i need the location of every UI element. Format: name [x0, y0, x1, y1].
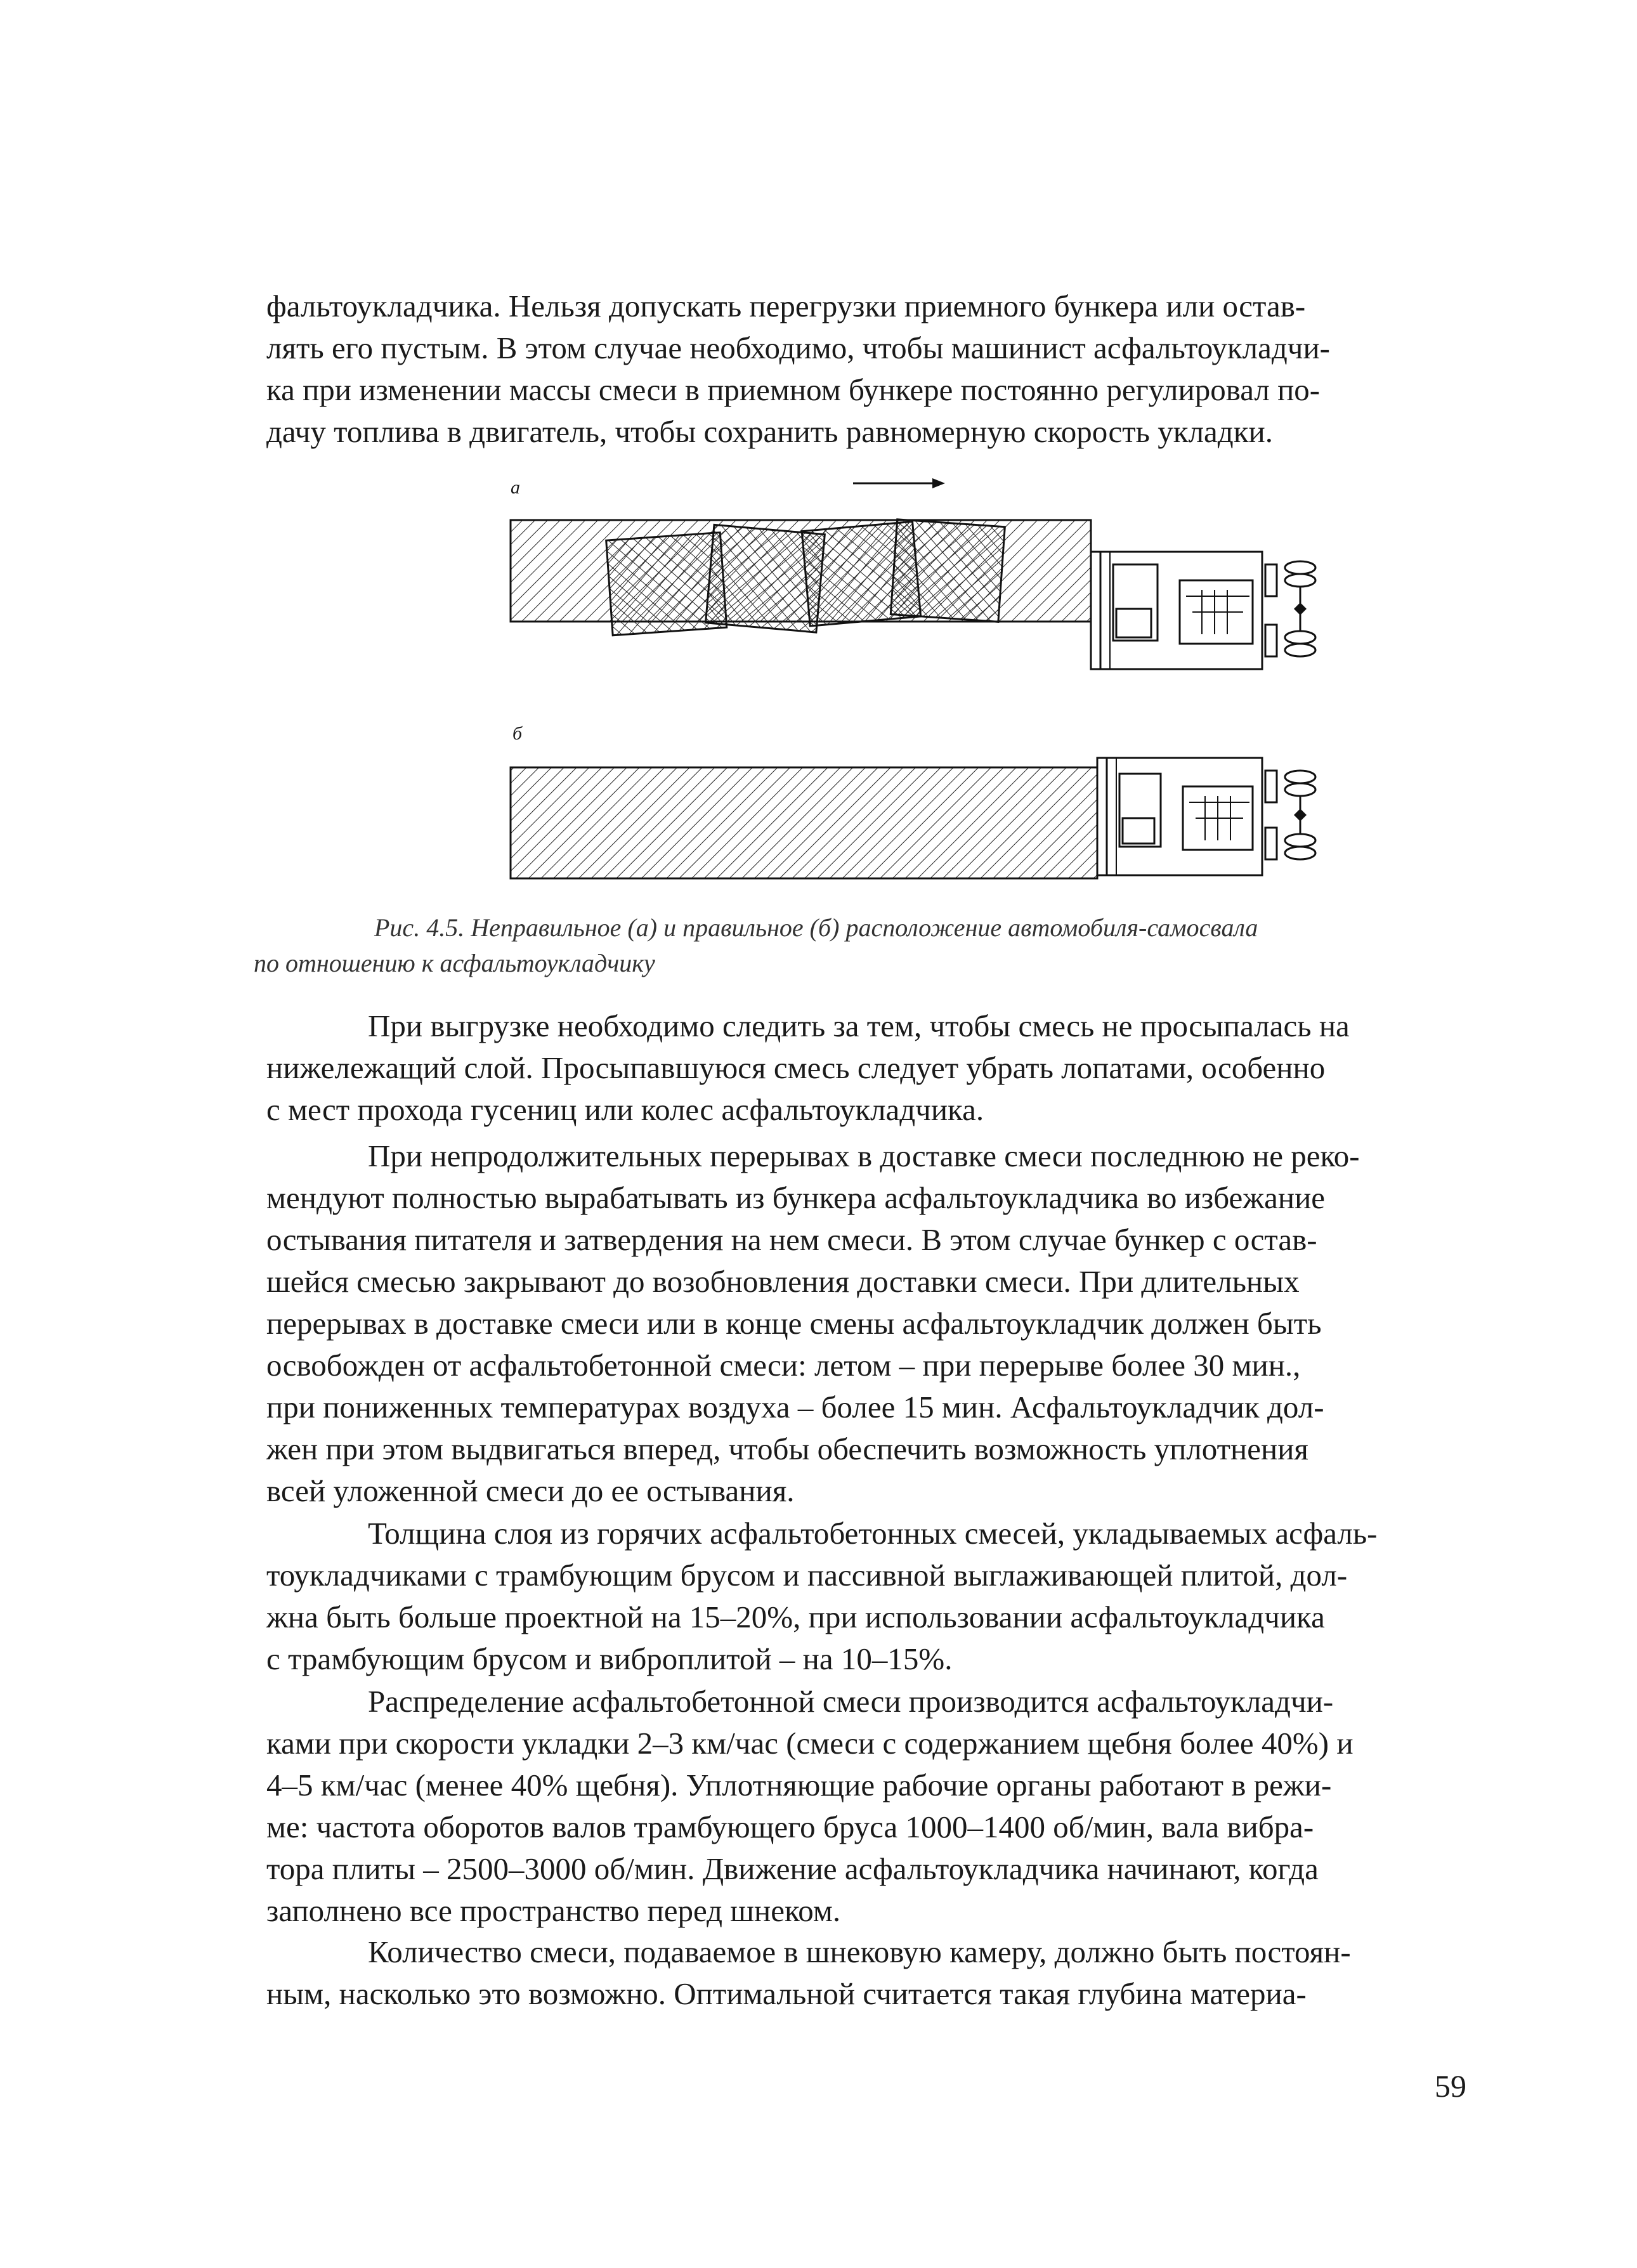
- figure-caption: [254, 910, 1497, 981]
- diagram-a-incorrect: [511, 519, 1315, 669]
- paragraph: [266, 1513, 1510, 1680]
- direction-arrow-icon: [853, 478, 945, 488]
- paragraph: [266, 1005, 1510, 1131]
- text-line: жен при этом выдвигаться вперед, чтобы обеспечить возможность уплотнения: [266, 1431, 1308, 1466]
- figure-label-a: а: [511, 477, 520, 498]
- text-line: дачу топлива в двигатель, чтобы сохранить равномерную скорость укладки.: [266, 414, 1273, 449]
- text-line: тора плиты – 2500–3000 об/мин. Движение асфальтоукладчика начинают, когда: [266, 1851, 1319, 1886]
- text-line: жна быть больше проектной на 15–20%, при использовании асфальтоукладчика: [266, 1600, 1325, 1634]
- page-number: 59: [1435, 2068, 1466, 2104]
- text-line: нижележащий слой. Просыпавшуюся смесь следует убрать лопатами, особенно: [266, 1050, 1326, 1085]
- text-line: с мест прохода гусениц или колес асфальтоукладчика.: [266, 1092, 984, 1127]
- figure-label-b: б: [512, 723, 523, 744]
- text-line: перерывах в доставке смеси или в конце смены асфальтоукладчик должен быть: [266, 1306, 1322, 1341]
- text-line: всей уложенной смеси до ее остывания.: [266, 1473, 795, 1508]
- text-line: остывания питателя и затвердения на нем смеси. В этом случае бункер с остав-: [266, 1222, 1317, 1257]
- paragraph: [266, 1931, 1510, 2015]
- text-line: тоукладчиками с трамбующим брусом и пассивной выглаживающей плитой, дол-: [266, 1558, 1348, 1593]
- text-line: Количество смеси, подаваемое в шнековую камеру, должно быть постоян-: [368, 1934, 1351, 1969]
- text-line: ка при изменении массы смеси в приемном бункере постоянно регулировал по-: [266, 372, 1321, 407]
- caption-line: Рис. 4.5. Неправильное (а) и правильное (б) расположение автомобиля-самосвала: [374, 913, 1258, 942]
- text-line: Распределение асфальтобетонной смеси производится асфальтоукладчи-: [368, 1684, 1334, 1719]
- text-line: При непродолжительных перерывах в доставке смеси последнюю не реко-: [368, 1138, 1360, 1173]
- caption-line: по отношению к асфальтоукладчику: [254, 949, 655, 977]
- text-line: ным, насколько это возможно. Оптимальной считается такая глубина материа-: [266, 1976, 1307, 2011]
- text-line: шейся смесью закрывают до возобновления доставки смеси. При длительных: [266, 1264, 1300, 1299]
- text-line: ме: частота оборотов валов трамбующего бруса 1000–1400 об/мин, вала вибра-: [266, 1809, 1314, 1844]
- text-line: заполнено все пространство перед шнеком.: [266, 1893, 841, 1928]
- text-line: 4–5 км/час (менее 40% щебня). Уплотняющие рабочие органы работают в режи-: [266, 1768, 1332, 1802]
- text-line: лять его пустым. В этом случае необходимо, чтобы машинист асфальтоукладчи-: [266, 330, 1330, 365]
- text-line: с трамбующим брусом и виброплитой – на 10–15%.: [266, 1641, 953, 1676]
- text-line: ками при скорости укладки 2–3 км/час (смеси с содержанием щебня более 40%) и: [266, 1726, 1353, 1761]
- text-line: фальтоукладчика. Нельзя допускать перегрузки приемного бункера или остав-: [266, 289, 1306, 323]
- paragraph: [266, 1135, 1510, 1512]
- text-line: при пониженных температурах воздуха – более 15 мин. Асфальтоукладчик дол-: [266, 1390, 1324, 1424]
- paragraph: [266, 1681, 1510, 1932]
- text-line: При выгрузке необходимо следить за тем, чтобы смесь не просыпалась на: [368, 1008, 1350, 1043]
- text-line: мендуют полностью вырабатывать из бункера асфальтоукладчика во избежание: [266, 1180, 1326, 1215]
- diagram-b-correct: [511, 758, 1315, 878]
- text-line: освобожден от асфальтобетонной смеси: летом – при перерыве более 30 мин.,: [266, 1348, 1301, 1383]
- text-line: Толщина слоя из горячих асфальтобетонных смесей, укладываемых асфаль-: [368, 1516, 1378, 1551]
